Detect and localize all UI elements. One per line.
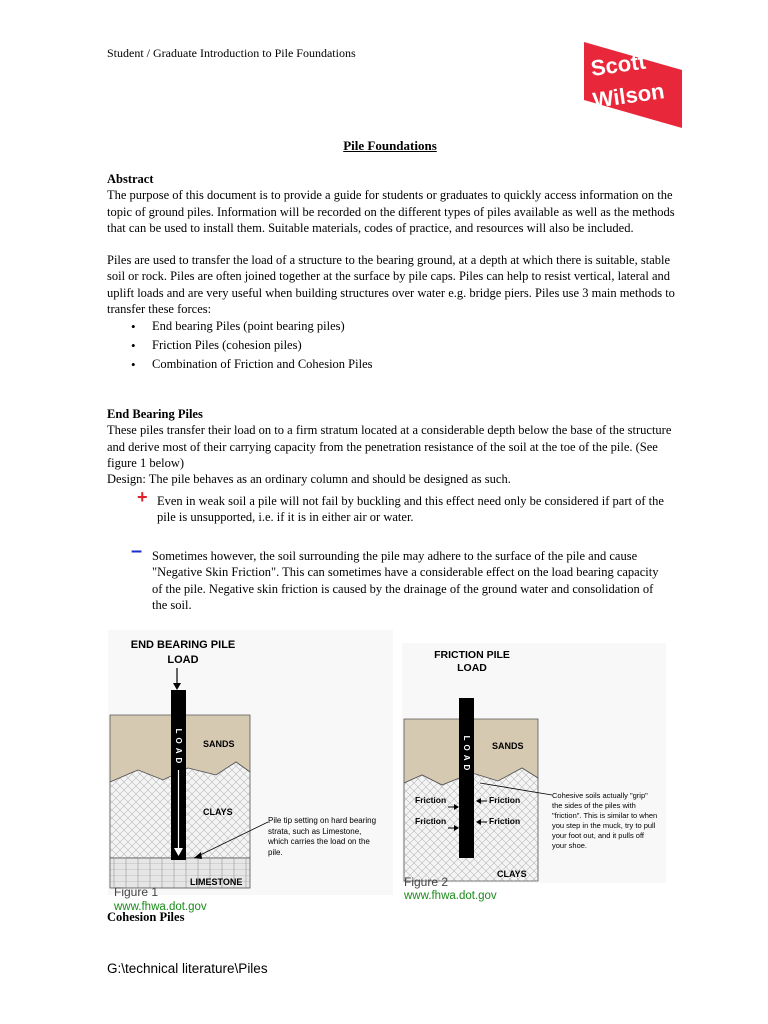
figure-1-source-link[interactable]: www.fhwa.dot.gov — [114, 901, 207, 913]
friction-label: Friction — [489, 816, 521, 826]
limestone-label: LIMESTONE — [190, 877, 243, 887]
minus-icon: – — [131, 540, 143, 562]
pile-load-label: LOAD — [462, 735, 471, 775]
figure-2-source-link[interactable]: www.fhwa.dot.gov — [404, 890, 497, 902]
abstract-heading: Abstract — [107, 172, 154, 186]
pile-shaft — [459, 698, 474, 858]
plus-icon: + — [137, 487, 148, 507]
figure-1-annotation: Pile tip setting on hard bearing strata, such as Limestone, which carries the load on the pile. — [268, 816, 377, 857]
end-bearing-heading: End Bearing Piles — [107, 407, 203, 421]
footer-path: G:\technical literature\Piles — [107, 961, 268, 976]
page-title: Pile Foundations — [343, 138, 437, 153]
clays-label: CLAYS — [497, 869, 527, 879]
sands-label: SANDS — [492, 741, 524, 751]
figure-1-title: END BEARING PILE — [130, 639, 236, 651]
figure-2-annotation: Cohesive soils actually "grip" the sides of the piles with "friction". This is similar to when you step in the muck, try to pull your foot out, and it pulls off your shoe. — [552, 791, 658, 850]
figure-2-diagram — [402, 643, 666, 883]
clays-label: CLAYS — [203, 807, 233, 817]
design-note: Design: The pile behaves as an ordinary column and should be designed as such. — [107, 472, 511, 487]
figure-2-load-label: LOAD — [457, 662, 487, 674]
figure-2-title: FRICTION PILE — [434, 649, 510, 661]
pile-type-list — [107, 317, 682, 374]
abstract-paragraph-1: The purpose of this document is to provide a guide for students or graduates to quickly access information on the topic of ground piles. Information will be recorded on the different types of piles available as well as the methods that can be used to install them. Suitable materials, codes of practice, and resources will also be included. — [107, 188, 675, 235]
figure-1-caption: Figure 1 — [114, 885, 159, 899]
friction-label: Friction — [489, 795, 521, 805]
list-item: • Friction Piles (cohesion piles) — [107, 336, 682, 355]
minus-point: Sometimes however, the soil surrounding the pile may adhere to the surface of the pile and cause "Negative Skin Friction". This can sometimes have a considerable effect on the load bearing capacity of the pile. Negative skin friction is caused by the drainage of the ground water and consolidation of the soil. — [152, 549, 659, 612]
logo-text-wilson: Wilson — [591, 78, 666, 113]
logo-text-scott: Scott — [589, 48, 648, 81]
plus-point: Even in weak soil a pile will not fail by buckling and this effect need only be considered if part of the pile is unsupported, i.e. if it is in either air or water. — [157, 494, 664, 525]
abstract-section — [107, 171, 682, 374]
figure-1-load-label: LOAD — [167, 654, 199, 666]
scott-wilson-logo — [582, 40, 682, 128]
friction-label: Friction — [415, 795, 447, 805]
list-item: • End bearing Piles (point bearing piles) — [107, 317, 682, 336]
running-header: Student / Graduate Introduction to Pile Foundations — [107, 46, 356, 60]
cohesion-piles-heading: Cohesion Piles — [107, 910, 185, 924]
figure-2-caption: Figure 2 — [404, 875, 449, 889]
list-item: • Combination of Friction and Cohesion Piles — [107, 355, 682, 374]
sands-label: SANDS — [203, 739, 235, 749]
end-bearing-section — [107, 406, 682, 487]
friction-label: Friction — [415, 816, 447, 826]
figure-1-diagram — [108, 630, 393, 895]
end-bearing-paragraph: These piles transfer their load on to a firm stratum located at a considerable depth below the base of the structure and derive most of their carrying capacity from the penetration resistance of the soil at the toe of the pile. (See figure 1 below) — [107, 423, 672, 470]
pile-load-label: LOAD — [174, 728, 183, 768]
abstract-paragraph-2: Piles are used to transfer the load of a structure to the bearing ground, at a depth at which there is suitable, stable soil or rock. Piles are often joined together at the surface by pile caps. Piles can help to resist vertical, lateral and uplift loads and are very useful when building structures over water e.g. bridge piers. Piles use 3 main methods to transfer these forces: — [107, 253, 675, 317]
